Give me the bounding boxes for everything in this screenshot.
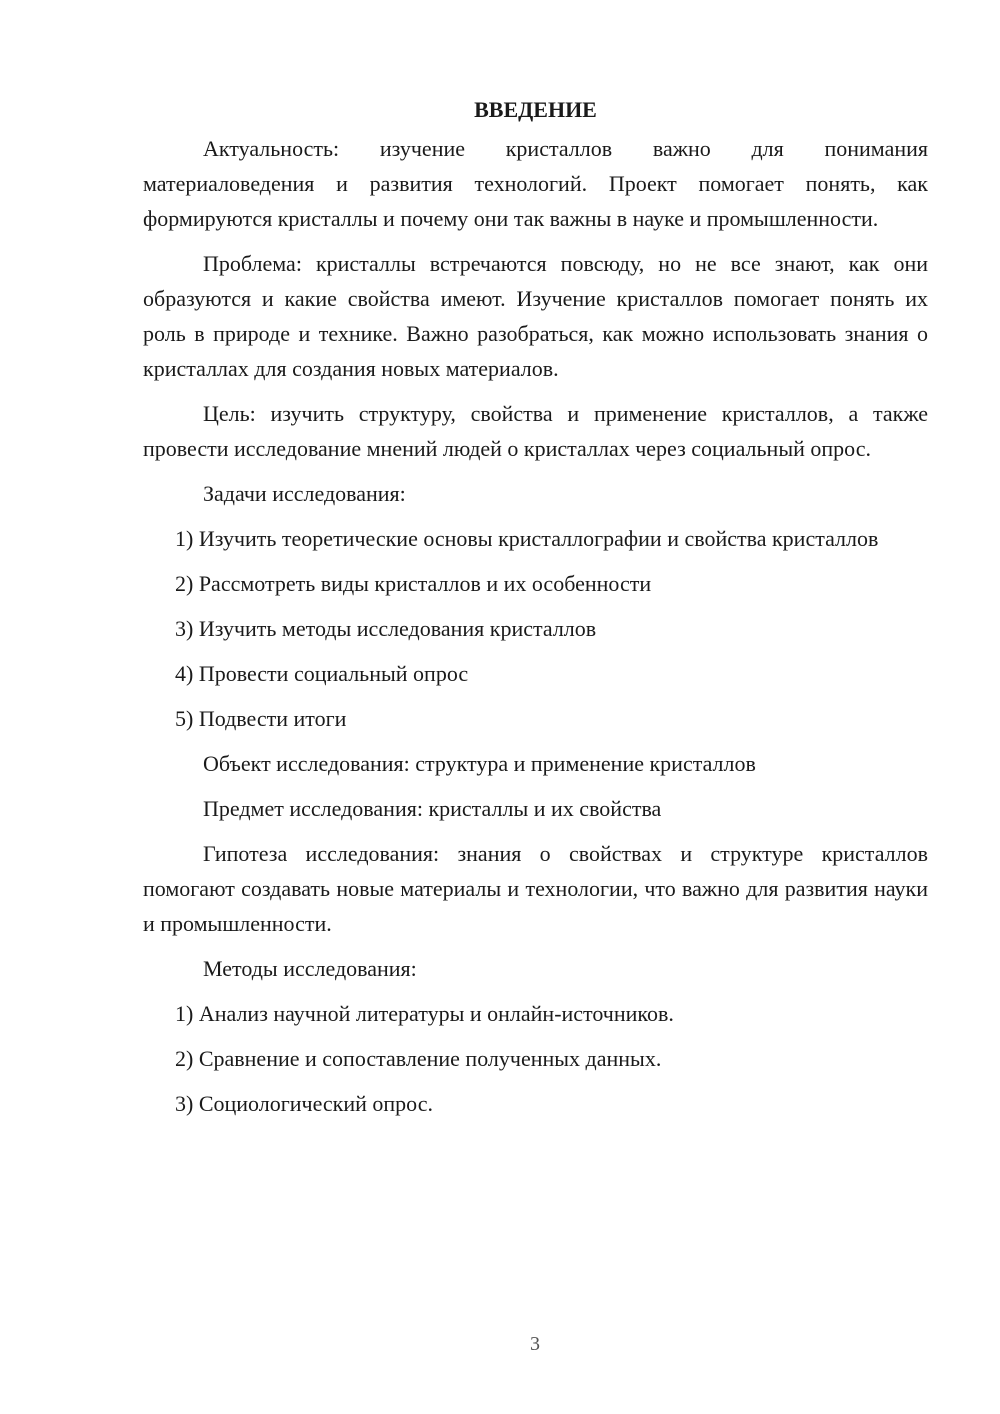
method-item-2: 2) Сравнение и сопоставление полученных данных.: [175, 1046, 662, 1071]
method-item-1: 1) Анализ научной литературы и онлайн-источников.: [175, 1001, 674, 1026]
goal-paragraph: Цель: изучить структуру, свойства и применение кристаллов, а также провести исследование мнений людей о кристаллах через социальный опрос.: [143, 401, 928, 461]
document-page: [143, 92, 928, 1131]
task-item-2: 2) Рассмотреть виды кристаллов и их особенности: [175, 571, 652, 596]
task-item-5: 5) Подвести итоги: [175, 706, 347, 731]
relevance-paragraph: Актуальность: изучение кристаллов важно для понимания материаловедения и развития технологий. Проект помогает понять, как формируются кристаллы и почему они так важны в науке и промышленности.: [143, 136, 928, 231]
hypothesis-paragraph: Гипотеза исследования: знания о свойствах и структуре кристаллов помогают создавать новые материалы и технологии, что важно для развития науки и промышленности.: [143, 841, 928, 936]
object-paragraph: Объект исследования: структура и применение кристаллов: [203, 751, 756, 776]
problem-paragraph: Проблема: кристаллы встречаются повсюду, но не все знают, как они образуются и какие свойства имеют. Изучение кристаллов помогает понять их роль в природе и технике. Важно разобраться, как можно использовать знания о кристаллах для создания новых материалов.: [143, 251, 928, 381]
task-item-1: 1) Изучить теоретические основы кристаллографии и свойства кристаллов: [175, 526, 879, 551]
methods-title: Методы исследования:: [203, 956, 417, 981]
task-item-3: 3) Изучить методы исследования кристаллов: [175, 616, 597, 641]
method-item-3: 3) Социологический опрос.: [175, 1091, 433, 1116]
subject-paragraph: Предмет исследования: кристаллы и их свойства: [203, 796, 662, 821]
page-number: 3: [530, 1333, 540, 1355]
tasks-title: Задачи исследования:: [203, 481, 406, 506]
page-title: ВВЕДЕНИЕ: [474, 97, 597, 122]
task-item-4: 4) Провести социальный опрос: [175, 661, 469, 686]
